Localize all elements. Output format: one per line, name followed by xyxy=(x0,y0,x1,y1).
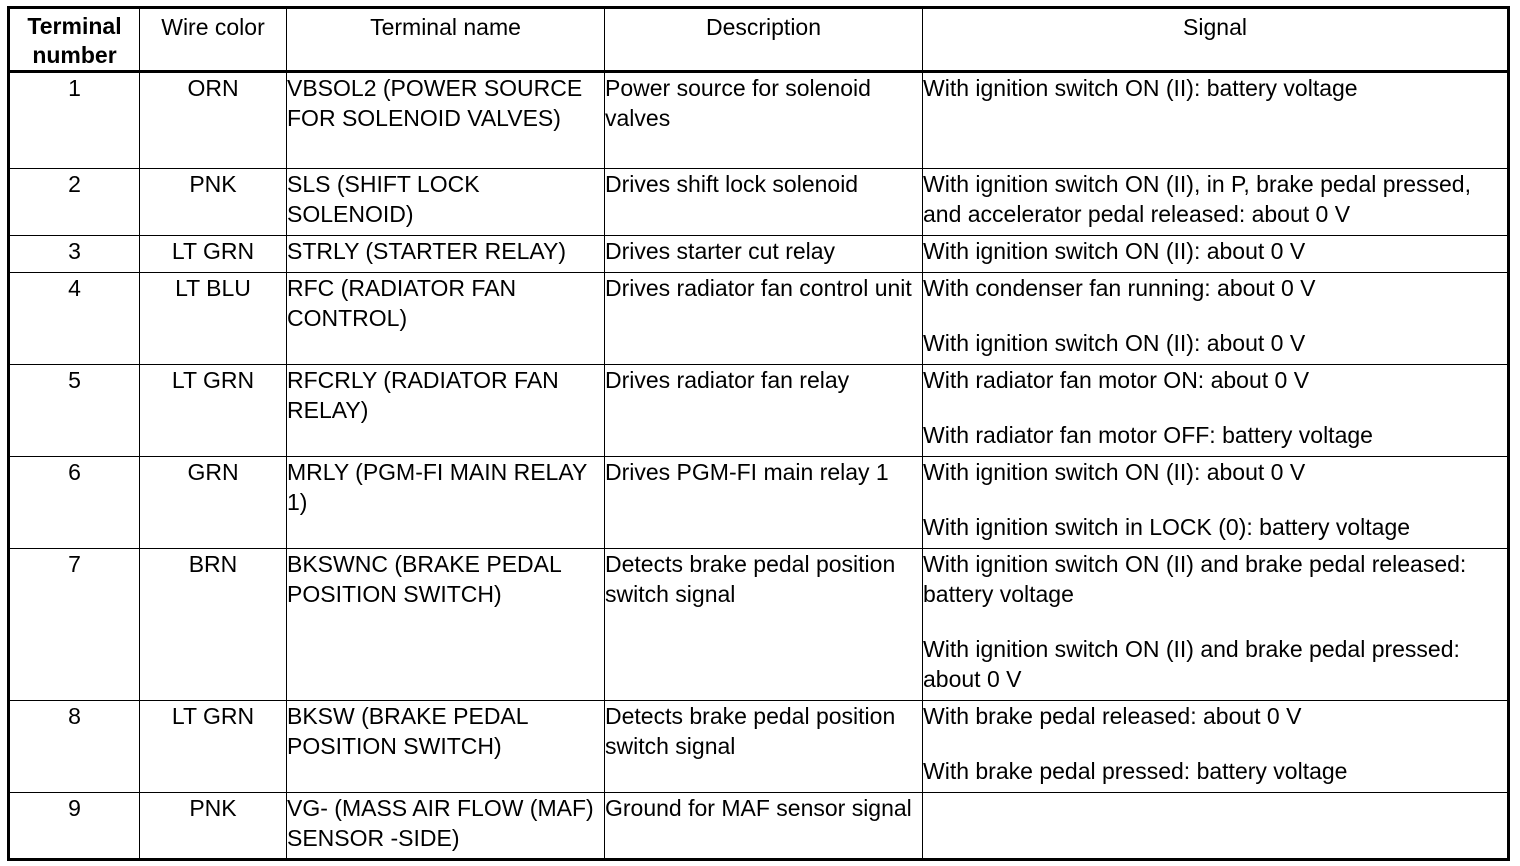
table-row xyxy=(9,365,1509,457)
cell-signal xyxy=(923,701,1509,793)
cell-wire-color: LT BLU xyxy=(140,273,287,365)
cell-wire-color: ORN xyxy=(140,72,287,169)
signal-line: With radiator fan motor ON: about 0 V xyxy=(923,367,1310,393)
cell-description: Detects brake pedal position switch signal xyxy=(605,701,923,793)
signal-line: With ignition switch ON (II): about 0 V xyxy=(923,459,1306,485)
signal-line: With ignition switch ON (II): about 0 V xyxy=(923,238,1306,264)
signal-line: With ignition switch ON (II): about 0 V xyxy=(923,330,1306,356)
header-description: Description xyxy=(605,8,923,72)
cell-description: Power source for solenoid valves xyxy=(605,72,923,169)
table-body xyxy=(9,72,1509,860)
table-header xyxy=(9,8,1509,72)
header-terminal-number: Terminal number xyxy=(9,8,140,72)
cell-description: Detects brake pedal position switch signal xyxy=(605,549,923,701)
cell-signal xyxy=(923,365,1509,457)
header-row xyxy=(9,8,1509,72)
cell-wire-color: LT GRN xyxy=(140,236,287,273)
table-row xyxy=(9,273,1509,365)
cell-signal xyxy=(923,169,1509,236)
cell-wire-color: PNK xyxy=(140,169,287,236)
signal-line: With radiator fan motor OFF: battery voltage xyxy=(923,422,1373,448)
table-row xyxy=(9,236,1509,273)
cell-terminal-name: BKSW (BRAKE PEDAL POSITION SWITCH) xyxy=(287,701,605,793)
signal-line: With ignition switch in LOCK (0): battery voltage xyxy=(923,514,1411,540)
cell-signal xyxy=(923,236,1509,273)
cell-description: Drives shift lock solenoid xyxy=(605,169,923,236)
table-row xyxy=(9,457,1509,549)
cell-description: Drives radiator fan relay xyxy=(605,365,923,457)
cell-terminal-number: 7 xyxy=(9,549,140,701)
cell-wire-color: LT GRN xyxy=(140,365,287,457)
header-terminal-name: Terminal name xyxy=(287,8,605,72)
cell-terminal-name: SLS (SHIFT LOCK SOLENOID) xyxy=(287,169,605,236)
signal-line: With condenser fan running: about 0 V xyxy=(923,275,1316,301)
signal-line: With brake pedal released: about 0 V xyxy=(923,703,1302,729)
header-signal: Signal xyxy=(923,8,1509,72)
cell-wire-color: GRN xyxy=(140,457,287,549)
signal-line: With ignition switch ON (II) and brake pedal released: battery voltage xyxy=(923,551,1467,607)
cell-signal xyxy=(923,457,1509,549)
cell-terminal-name: VBSOL2 (POWER SOURCE FOR SOLENOID VALVES) xyxy=(287,72,605,169)
cell-signal xyxy=(923,273,1509,365)
table-row xyxy=(9,701,1509,793)
cell-terminal-number: 4 xyxy=(9,273,140,365)
cell-terminal-number: 5 xyxy=(9,365,140,457)
cell-description: Drives starter cut relay xyxy=(605,236,923,273)
cell-wire-color: BRN xyxy=(140,549,287,701)
cell-wire-color: LT GRN xyxy=(140,701,287,793)
cell-terminal-name: STRLY (STARTER RELAY) xyxy=(287,236,605,273)
table-row xyxy=(9,549,1509,701)
cell-wire-color: PNK xyxy=(140,793,287,860)
signal-line: With ignition switch ON (II) and brake pedal pressed: about 0 V xyxy=(923,636,1460,692)
cell-terminal-number: 6 xyxy=(9,457,140,549)
cell-terminal-number: 3 xyxy=(9,236,140,273)
signal-line: With brake pedal pressed: battery voltage xyxy=(923,758,1348,784)
table-row xyxy=(9,169,1509,236)
cell-description: Drives PGM-FI main relay 1 xyxy=(605,457,923,549)
cell-description: Drives radiator fan control unit xyxy=(605,273,923,365)
cell-terminal-name: RFCRLY (RADIATOR FAN RELAY) xyxy=(287,365,605,457)
header-wire-color: Wire color xyxy=(140,8,287,72)
table-row xyxy=(9,793,1509,860)
cell-terminal-number: 8 xyxy=(9,701,140,793)
table-row xyxy=(9,72,1509,169)
signal-line: With ignition switch ON (II), in P, brake pedal pressed, and accelerator pedal released: about 0 V xyxy=(923,171,1471,227)
cell-signal xyxy=(923,72,1509,169)
cell-terminal-name: MRLY (PGM-FI MAIN RELAY 1) xyxy=(287,457,605,549)
cell-terminal-number: 9 xyxy=(9,793,140,860)
cell-signal xyxy=(923,793,1509,860)
cell-signal xyxy=(923,549,1509,701)
cell-terminal-name: VG- (MASS AIR FLOW (MAF) SENSOR -SIDE) xyxy=(287,793,605,860)
cell-terminal-number: 2 xyxy=(9,169,140,236)
cell-terminal-name: BKSWNC (BRAKE PEDAL POSITION SWITCH) xyxy=(287,549,605,701)
cell-terminal-name: RFC (RADIATOR FAN CONTROL) xyxy=(287,273,605,365)
cell-description: Ground for MAF sensor signal xyxy=(605,793,923,860)
cell-terminal-number: 1 xyxy=(9,72,140,169)
signal-line: With ignition switch ON (II): battery voltage xyxy=(923,75,1358,101)
terminal-table xyxy=(7,6,1510,861)
